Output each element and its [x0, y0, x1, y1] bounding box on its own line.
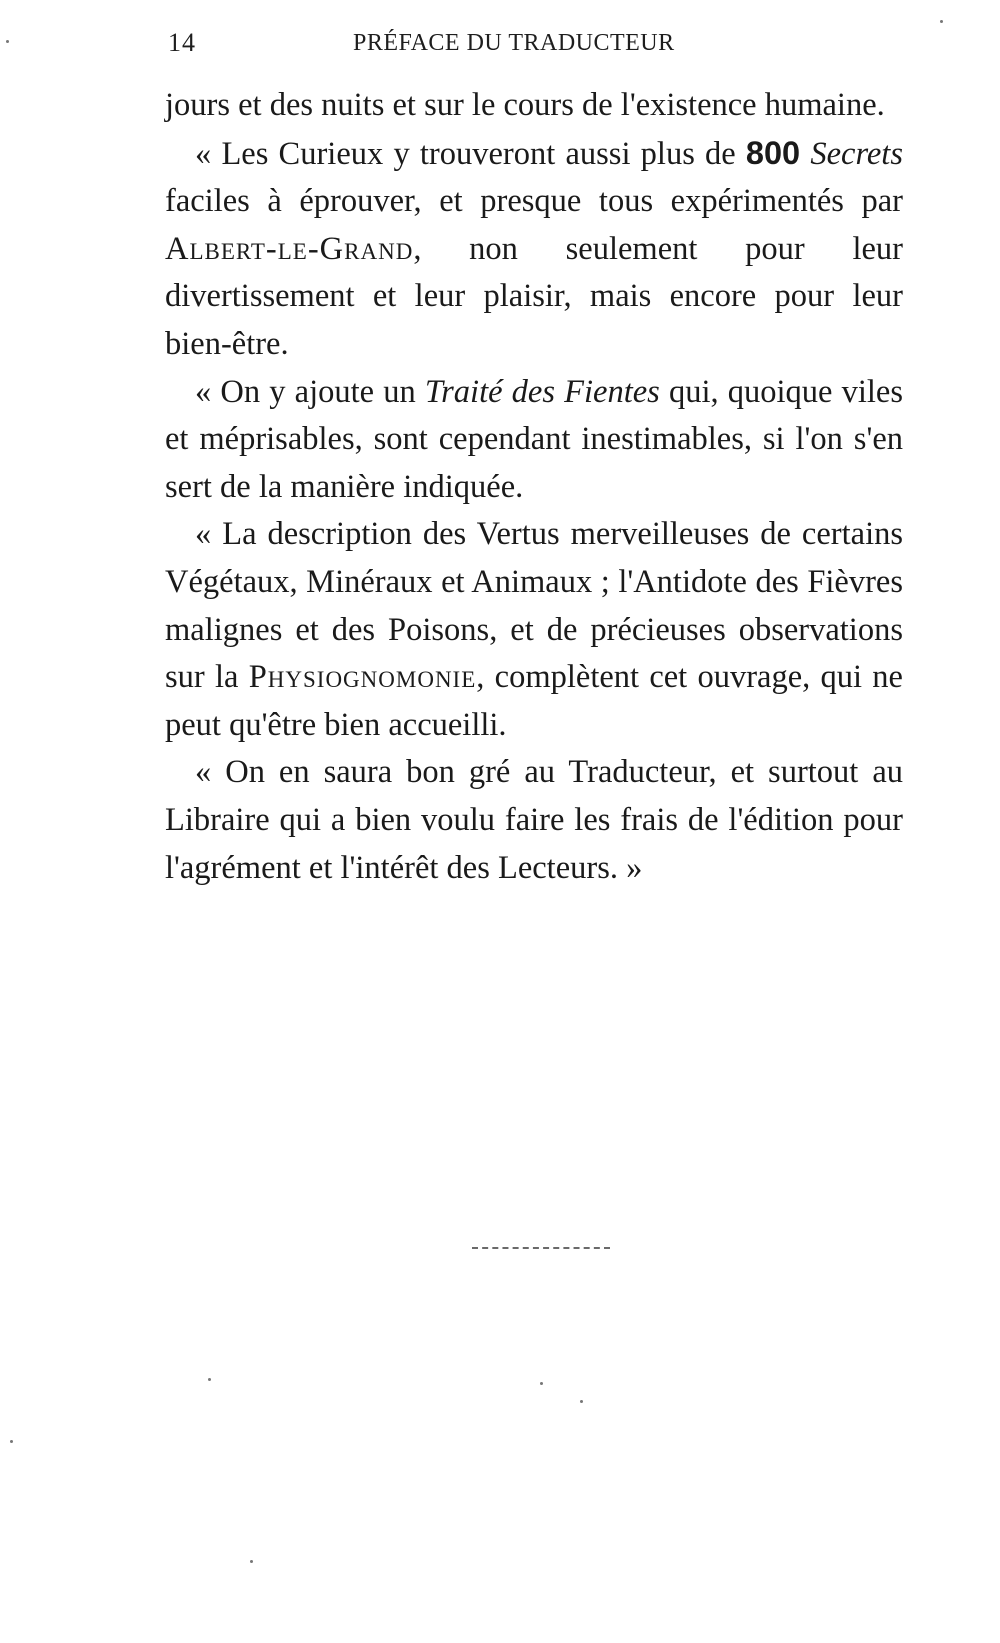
paragraph-3 [165, 369, 903, 512]
paper-speck [940, 20, 943, 23]
paragraph-3-open: « On y ajoute un [195, 373, 425, 410]
running-head: PRÉFACE DU TRADUCTEUR [353, 30, 675, 56]
paragraph-2-mid: faciles à éprouver, et presque tous expérimentés par [165, 183, 903, 220]
paper-speck [208, 1378, 211, 1381]
paragraph-1: jours et des nuits et sur le cours de l'existence humaine. [165, 87, 885, 123]
page-header [168, 22, 928, 62]
paragraph-5: « On en saura bon gré au Traducteur, et surtout au Libraire qui a bien voulu faire les frais de l'édition pour l'agrément et l'intérêt des Lecteurs. » [165, 754, 903, 886]
physiognomony-term: Physiognomonie [248, 659, 477, 696]
paper-speck [6, 40, 9, 43]
paper-speck [250, 1560, 253, 1563]
page-number: 14 [168, 28, 196, 57]
paper-speck [10, 1440, 13, 1443]
author-name: Albert-le-Grand [165, 230, 414, 267]
paragraph-2-close: , non seulement pour leur divertissement et leur plaisir, mais encore pour leur bien-être. [165, 230, 903, 362]
paper-speck [540, 1382, 543, 1385]
end-rule [472, 1247, 610, 1249]
paper-speck [580, 1400, 583, 1403]
secrets-count: 800 [745, 134, 801, 171]
paragraph-3-close: qui, quoique viles et méprisables, sont cependant inestimables, si l'on s'en sert de la manière indiquée. [165, 373, 903, 505]
secrets-italic: Secrets [810, 135, 903, 172]
paragraph-2-open: « Les Curieux y trouveront aussi plus de [195, 135, 746, 172]
paragraph-4 [165, 511, 903, 749]
paragraph-4-open: « La description des Vertus merveilleuses de certains Végétaux, Minéraux et Animaux ; l'Antidote des Fièvres malignes et des Poisons, et de précieuses observations sur la [165, 516, 903, 696]
treatise-title: Traité des Fientes [424, 373, 660, 410]
body-text [165, 82, 903, 892]
paragraph-4-close: , complètent cet ouvrage, qui ne peut qu'être bien accueilli. [165, 659, 903, 743]
paragraph-2-space [800, 136, 810, 172]
paragraph-2 [165, 130, 903, 369]
